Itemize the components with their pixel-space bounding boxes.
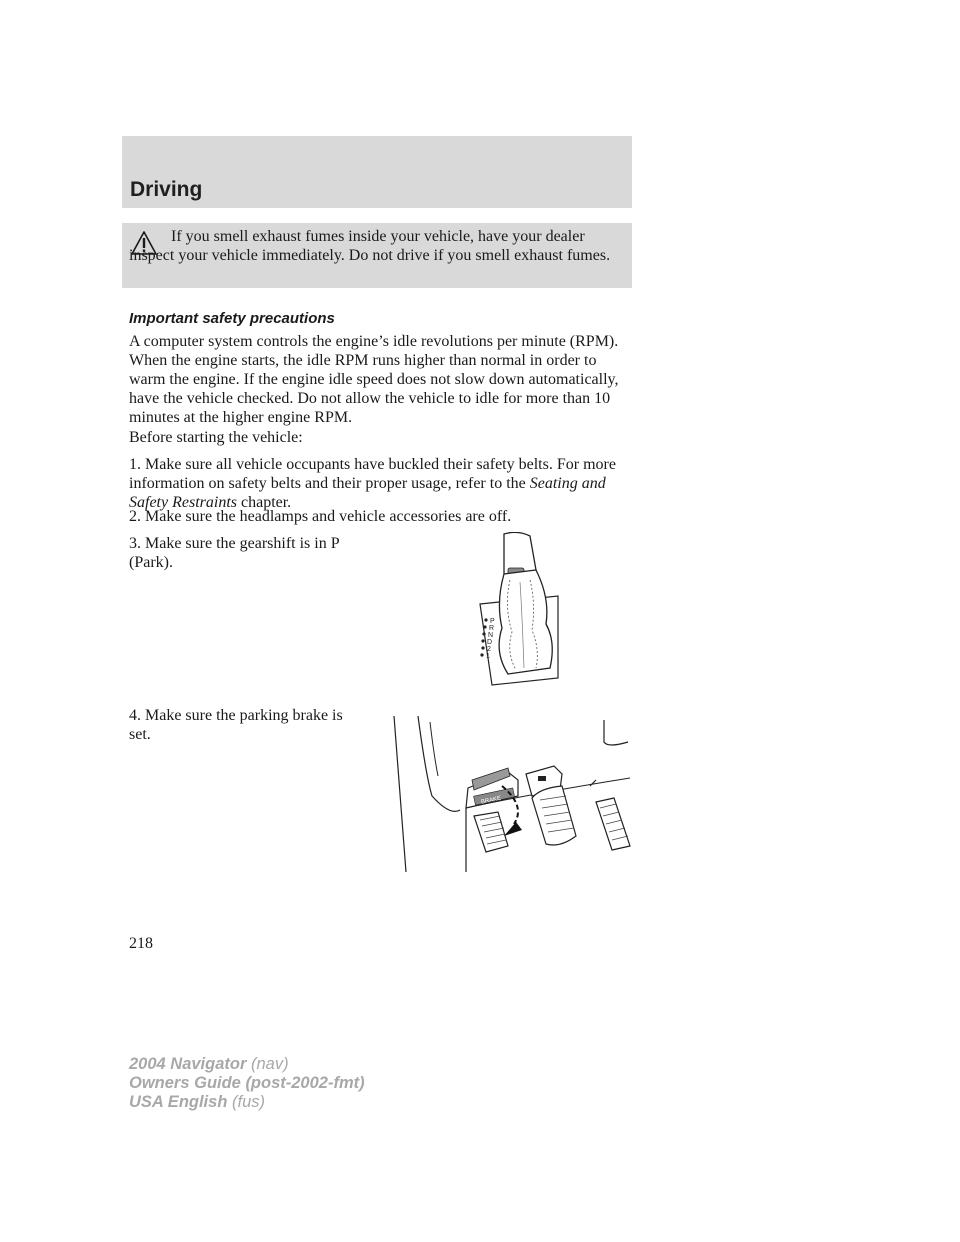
footer-guide: Owners Guide (post-2002-fmt) [129, 1074, 365, 1092]
step-2: 2. Make sure the headlamps and vehicle accessories are off. [129, 508, 512, 525]
step-3: 3. Make sure the gearshift is in P (Park). [129, 535, 340, 571]
subheading: Important safety precautions [129, 310, 335, 327]
footer-language-code: (fus) [232, 1093, 265, 1111]
step-4: 4. Make sure the parking brake is set. [129, 707, 343, 743]
gear-position-2: 2 [487, 646, 491, 653]
footer-model: 2004 Navigator [129, 1055, 247, 1073]
warning-text: If you smell exhaust fumes inside your vehicle, have your dealer inspect your vehicle immediately. Do not drive if you smell exhaust fumes. [129, 228, 611, 264]
section-title: Driving [130, 178, 203, 201]
warning-box [122, 223, 632, 288]
step-1 [129, 455, 634, 512]
paragraph-idle-rpm: A computer system controls the engine’s idle revolutions per minute (RPM). When the engine starts, the idle RPM runs higher than normal in order to warm the engine. If the engine idle speed does not slow down automatically, have the vehicle checked. Do not allow the vehicle to idle for more than 10 minutes at the higher engine RPM. [129, 333, 619, 426]
parking-brake-illustration [390, 716, 634, 874]
step-1-text: 1. Make sure all vehicle occupants have buckled their safety belts. For more information on safety belts and their proper usage, refer to the [129, 456, 616, 492]
gear-position-n: N [488, 632, 494, 639]
gear-position-d: D [487, 639, 493, 646]
page-number: 218 [129, 935, 153, 952]
gear-position-1: 1 [486, 653, 490, 660]
brake-label: BRAKE [480, 795, 502, 806]
document-footer [129, 1055, 365, 1112]
chapter-reference: Seating and Safety Restraints [129, 475, 606, 511]
before-starting-text: Before starting the vehicle: [129, 429, 303, 446]
footer-model-code: (nav) [251, 1055, 289, 1073]
footer-language: USA English [129, 1093, 228, 1111]
gear-position-p: P [490, 618, 495, 625]
gear-position-r: R [489, 625, 495, 632]
step-1-end: chapter. [240, 494, 292, 511]
gearshift-illustration [470, 532, 560, 688]
